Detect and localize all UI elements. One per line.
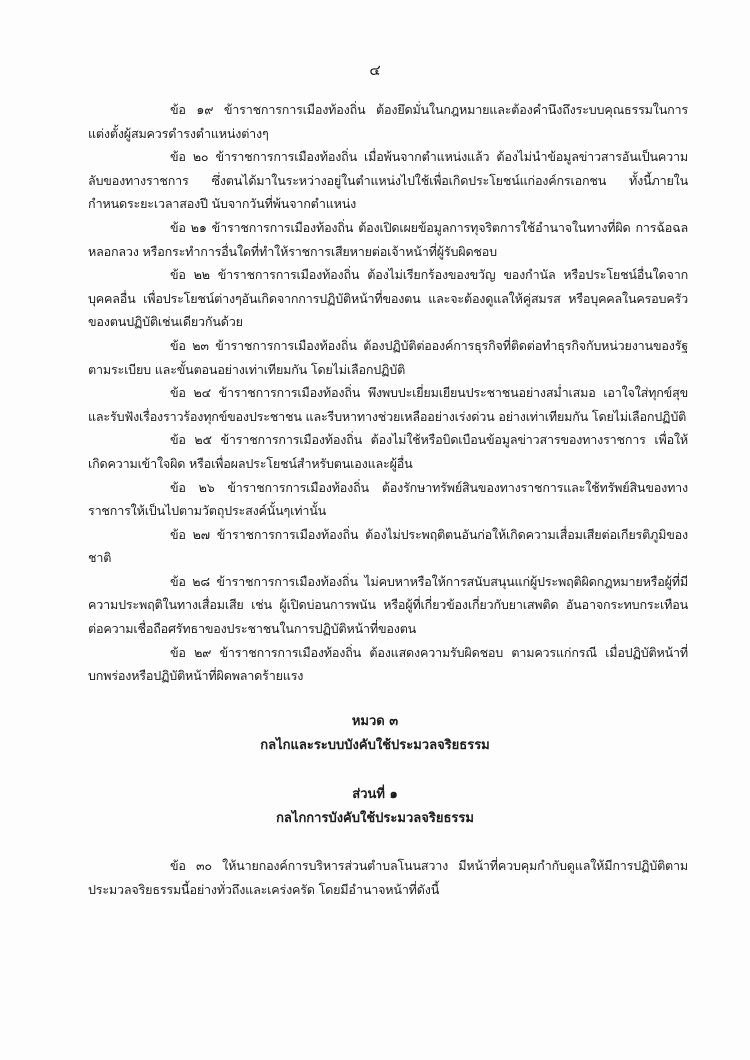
clause-27: ข้อ ๒๗ ข้าราชการการเมืองท้องถิ่น ต้องไม่ประพฤติตนอันก่อให้เกิดความเสื่อมเสียต่อเกียรติภูมิของชาติ bbox=[88, 526, 688, 566]
clause-24: ข้อ ๒๔ ข้าราชการการเมืองท้องถิ่น พึงพบปะเยี่ยมเยียนประชาชนอย่างสม่ำเสมอ เอาใจใส่ทุกข์สุขและรับฟังเรื่องราวร้องทุกข์ของประชาชน และรีบหาทางช่วยเหลืออย่างเร่งด่วน อย่างเท่าเทียมกัน โดยไม่เลือกปฏิบัติ bbox=[88, 385, 688, 424]
clause-22: ข้อ ๒๒ ข้าราชการการเมืองท้องถิ่น ต้องไม่เรียกร้องของขวัญ ของกำนัล หรือประโยชน์อื่นใดจากบุคคลอื่น เพื่อประโยชน์ต่างๆอันเกิดจากการปฏิบัติหน้าที่ของตน และจะต้องดูแลให้คู่สมรส หรือบุคคลในครอบครัวของตนปฏิบัติเช่นเดียวกันด้วย bbox=[88, 267, 688, 330]
chapter-number: หมวด ๓ bbox=[351, 714, 399, 729]
clause-30: ข้อ ๓๐ ให้นายกองค์การบริหารส่วนตำบลโนนสวาง มีหน้าที่ควบคุมกำกับดูแลให้มีการปฏิบัติตามประมวลจริยธรรมนี้อย่างทั่วถึงและเคร่งครัด โดยมีอำนาจหน้าที่ดังนี้ bbox=[88, 858, 688, 897]
clause-list bbox=[88, 98, 688, 688]
part-heading bbox=[0, 783, 750, 831]
clause-29: ข้อ ๒๙ ข้าราชการการเมืองท้องถิ่น ต้องแสดงความรับผิดชอบ ตามควรแก่กรณี เมื่อปฏิบัติหน้าที่บกพร่องหรือปฏิบัติหน้าที่ผิดพลาดร้ายแรง bbox=[88, 644, 688, 684]
clause-26: ข้อ ๒๖ ข้าราชการการเมืองท้องถิ่น ต้องรักษาทรัพย์สินของทางราชการและใช้ทรัพย์สินของทางราชการให้เป็นไปตามวัตถุประสงค์นั้นๆเท่านั้น bbox=[88, 479, 688, 519]
final-clause-block bbox=[88, 854, 688, 901]
clause-20: ข้อ ๒๐ ข้าราชการการเมืองท้องถิ่น เมื่อพ้นจากตำแหน่งแล้ว ต้องไม่นำข้อมูลข่าวสารอันเป็นความลับของทางราชการ ซึ่งตนได้มาในระหว่างอยู่ในตำแหน่งไปใช้เพื่อเกิดประโยชน์แก่องค์กรเอกชน ทั้งนี้ภายในกำหนดระยะเวลาสองปี นับจากวันที่พ้นจากตำแหน่ง bbox=[88, 149, 688, 212]
chapter-heading bbox=[0, 710, 750, 758]
clause-21: ข้อ ๒๑ ข้าราชการการเมืองท้องถิ่น ต้องเปิดเผยข้อมูลการทุจริตการใช้อำนาจในทางที่ผิด การฉ้อฉล หลอกลวง หรือกระทำการอื่นใดที่ทำให้ราชการเสียหายต่อเจ้าหน้าที่ผู้รับผิดชอบ bbox=[88, 219, 688, 259]
part-title: กลไกการบังคับใช้ประมวลจริยธรรม bbox=[276, 811, 474, 826]
clause-23: ข้อ ๒๓ ข้าราชการการเมืองท้องถิ่น ต้องปฏิบัติต่อองค์การธุรกิจที่ติดต่อทำธุรกิจกับหน่วยงานของรัฐตามระเบียบ และขั้นตอนอย่างเท่าเทียมกัน โดยไม่เลือกปฏิบัติ bbox=[88, 337, 688, 377]
page-number: ๔ bbox=[369, 61, 381, 79]
clause-19: ข้อ ๑๙ ข้าราชการการเมืองท้องถิ่น ต้องยึดมั่นในกฎหมายและต้องคำนึงถึงระบบคุณธรรมในการแต่งตั้งผู้สมควรดำรงตำแหน่งต่างๆ bbox=[88, 102, 688, 141]
clause-28: ข้อ ๒๘ ข้าราชการการเมืองท้องถิ่น ไม่คบหาหรือให้การสนับสนุนแก่ผู้ประพฤติผิดกฎหมายหรือผู้ที่มีความประพฤติในทางเสื่อมเสีย เช่น ผู้เปิดบ่อนการพนัน หรือผู้ที่เกี่ยวข้องเกี่ยวกับยาเสพติด อันอาจกระทบกระเทือนต่อความเชื่อถือศรัทธาของประชาชนในการปฏิบัติหน้าที่ของตน bbox=[88, 573, 688, 637]
part-number: ส่วนที่ ๑ bbox=[352, 787, 398, 802]
clause-25: ข้อ ๒๕ ข้าราชการการเมืองท้องถิ่น ต้องไม่ใช้หรือบิดเบือนข้อมูลข่าวสารของทางราชการ เพื่อให้เกิดความเข้าใจผิด หรือเพื่อผลประโยชน์สำหรับตนเองและผู้อื่น bbox=[88, 432, 688, 471]
chapter-title: กลไกและระบบบังคับใช้ประมวลจริยธรรม bbox=[260, 738, 490, 753]
